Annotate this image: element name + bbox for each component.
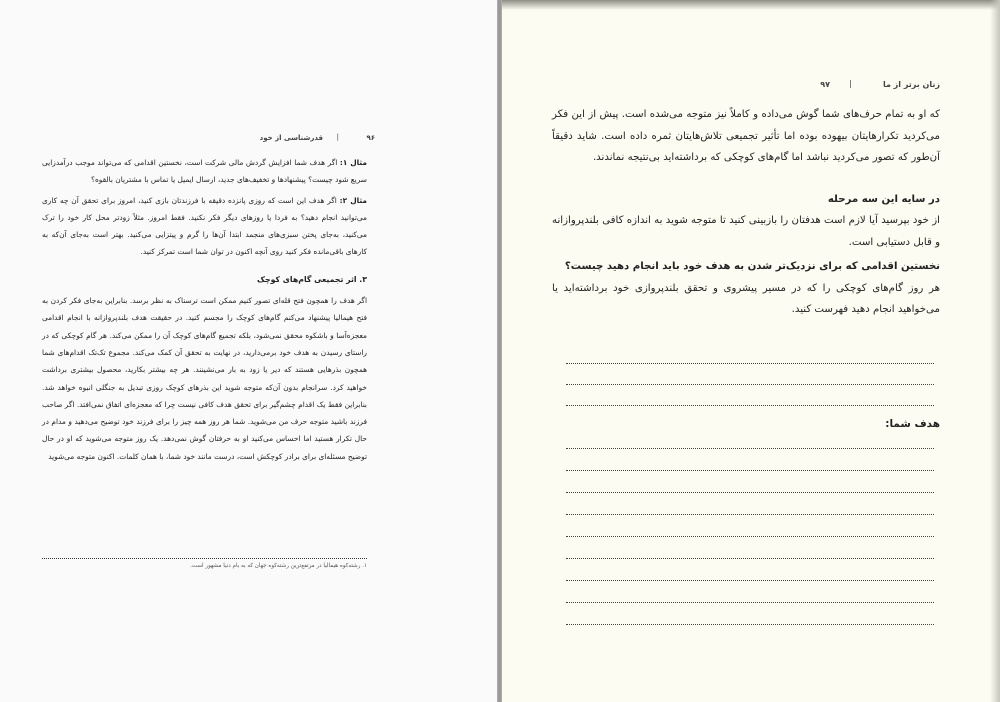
exercise-question: نخستین اقدامی که برای نزدیک‌تر شدن به هدف خود باید انجام دهید چیست؟ [564, 261, 940, 272]
goal-line[interactable] [566, 558, 934, 559]
footnote-divider [42, 558, 367, 559]
right-page-header [560, 80, 940, 98]
goal-line[interactable] [566, 624, 934, 625]
left-page-header [55, 134, 375, 150]
answer-line[interactable] [566, 384, 934, 385]
example-2-paragraph [42, 192, 367, 261]
footnote: ۱. رشته‌کوه هیمالیا در مرتفع‌ترین رشته‌کوه جهان که به بام دنیا مشهور است. [190, 563, 367, 569]
running-title: قدرشناسی از خود [259, 134, 323, 142]
example-1-label: مثال ۱: [339, 158, 367, 167]
example-2-text: اگر هدف این است که روزی پانزده دقیقه با فرزندتان بازی کنید، امروز برای تحقق آن چه کاری می‌توانید انجام دهید؟ به فردا یا روزهای دیگر فکر نکنید. فقط امروز. مثلاً زودتر محل کار خود را ترک می‌کنید، به‌جای پختن سبزی‌های منجمد ابتدا آن‌ها را گرم و پیتزایی می‌کنید. بهتر است به‌جای آن‌که به کارهای باقی‌مانده فکر کنید روی آنچه اکنون در توان شما است تمرکز کنید. [42, 195, 367, 257]
goal-line[interactable] [566, 602, 934, 603]
section-paragraph: اگر هدف را همچون فتح قله‌ای تصور کنیم ممکن است ترسناک به نظر برسد. بنابراین به‌جای فکر کردن به فتح هیمالیا پیشنهاد می‌کنم گام‌های کوچک را مجسم کنید. در حقیقت هدف بلندپروازانه با انجام اقدامی معجزه‌آسا و باشکوه محقق نمی‌شود، بلکه تجمیع گام‌های کوچک آن را ممکن می‌کند. هر گام کوچکی که در راستای رسیدن به هدف خود برمی‌دارید، در نهایت به تحقق آن کمک می‌کند. مجموع تک‌تک اقدام‌های شما همچون بذرهایی هستند که دیر یا زود به بار می‌نشینند. هر چه بیشتر بکارید، محصول بیشتری برداشت خواهید کرد. سرانجام بدون آن‌که متوجه شوید این بذرهای کوچک روزی تبدیل به جنگلی انبوه خواهد شد. بنابراین فقط یک اقدام چشم‌گیر برای تحقق هدف کافی نیست چرا که معجزه‌ای اتفاق نمی‌افتد. اگر صاحب فرزند باشید متوجه حرف من می‌شوید. شما هر روز همه چیز را برای فرزند خود توضیح می‌دهید و مدام در حال تکرار هستید اما احساس می‌کنید او به حرفتان گوش نمی‌دهد. یک روز متوجه می‌شوید که او در حال توضیح مسئله‌ای برای برادر کوچکش است، درست مانند خود شما، با همان کلمات. اکنون متوجه می‌شوید [42, 296, 367, 461]
header-separator: | [849, 79, 852, 88]
answer-line[interactable] [566, 405, 934, 406]
page-top-shadow [502, 0, 1000, 10]
left-page-body [42, 154, 367, 468]
example-2-label: مثال ۲: [339, 195, 367, 205]
page-edge-shadow [990, 0, 1000, 702]
example-1-paragraph [42, 154, 367, 189]
goal-label: هدف شما: [885, 418, 940, 430]
subheading-text: از خود بپرسید آیا لازم است هدفتان را بازبینی کنید تا متوجه شوید به اندازه کافی بلندپروازانه و قابل دستیابی است. [552, 215, 940, 248]
goal-line[interactable] [566, 536, 934, 537]
page-number: ۹۶ [366, 134, 375, 142]
goal-line[interactable] [566, 470, 934, 471]
exercise-instruction: هر روز گام‌های کوچکی را که در مسیر پیشروی و تحقق بلندپروازی خود برداشته‌اید یا می‌خواهید انجام دهید فهرست کنید. [552, 282, 940, 315]
running-title: زنان برتر از ما [882, 80, 940, 89]
header-separator: | [336, 133, 339, 141]
subheading: در سایه این سه مرحله [827, 193, 940, 205]
page-number: ۹۷ [820, 80, 830, 89]
section-heading: ۳. اثر تجمیعی گام‌های کوچک [257, 274, 367, 284]
goal-line[interactable] [566, 492, 934, 493]
intro-paragraph: که او به تمام حرف‌های شما گوش می‌داده و کاملاً نیز متوجه می‌شده است. پیش از این فکر می‌کردید تکرارهایتان بیهوده بوده اما تأثیر تجمیعی تلاش‌هایتان ثمره داده است. شاید دقیقاً آن‌طور که تصور می‌کردید نباشد اما گام‌های کوچکی که برداشته‌اید بی‌نتیجه نماندند. [552, 109, 940, 163]
goal-line[interactable] [566, 448, 934, 449]
goal-line[interactable] [566, 514, 934, 515]
answer-line[interactable] [566, 363, 934, 364]
example-1-text: اگر هدف شما افزایش گردش مالی شرکت است، نخستین اقدامی که می‌تواند موجب درآمدزایی سریع شود چیست؟ پیشنهادها و تخفیف‌های جدید، ارسال ایمیل یا تماس با مشتریان بالقوه؟ [42, 158, 367, 185]
goal-line[interactable] [566, 580, 934, 581]
right-page-body [552, 104, 940, 321]
